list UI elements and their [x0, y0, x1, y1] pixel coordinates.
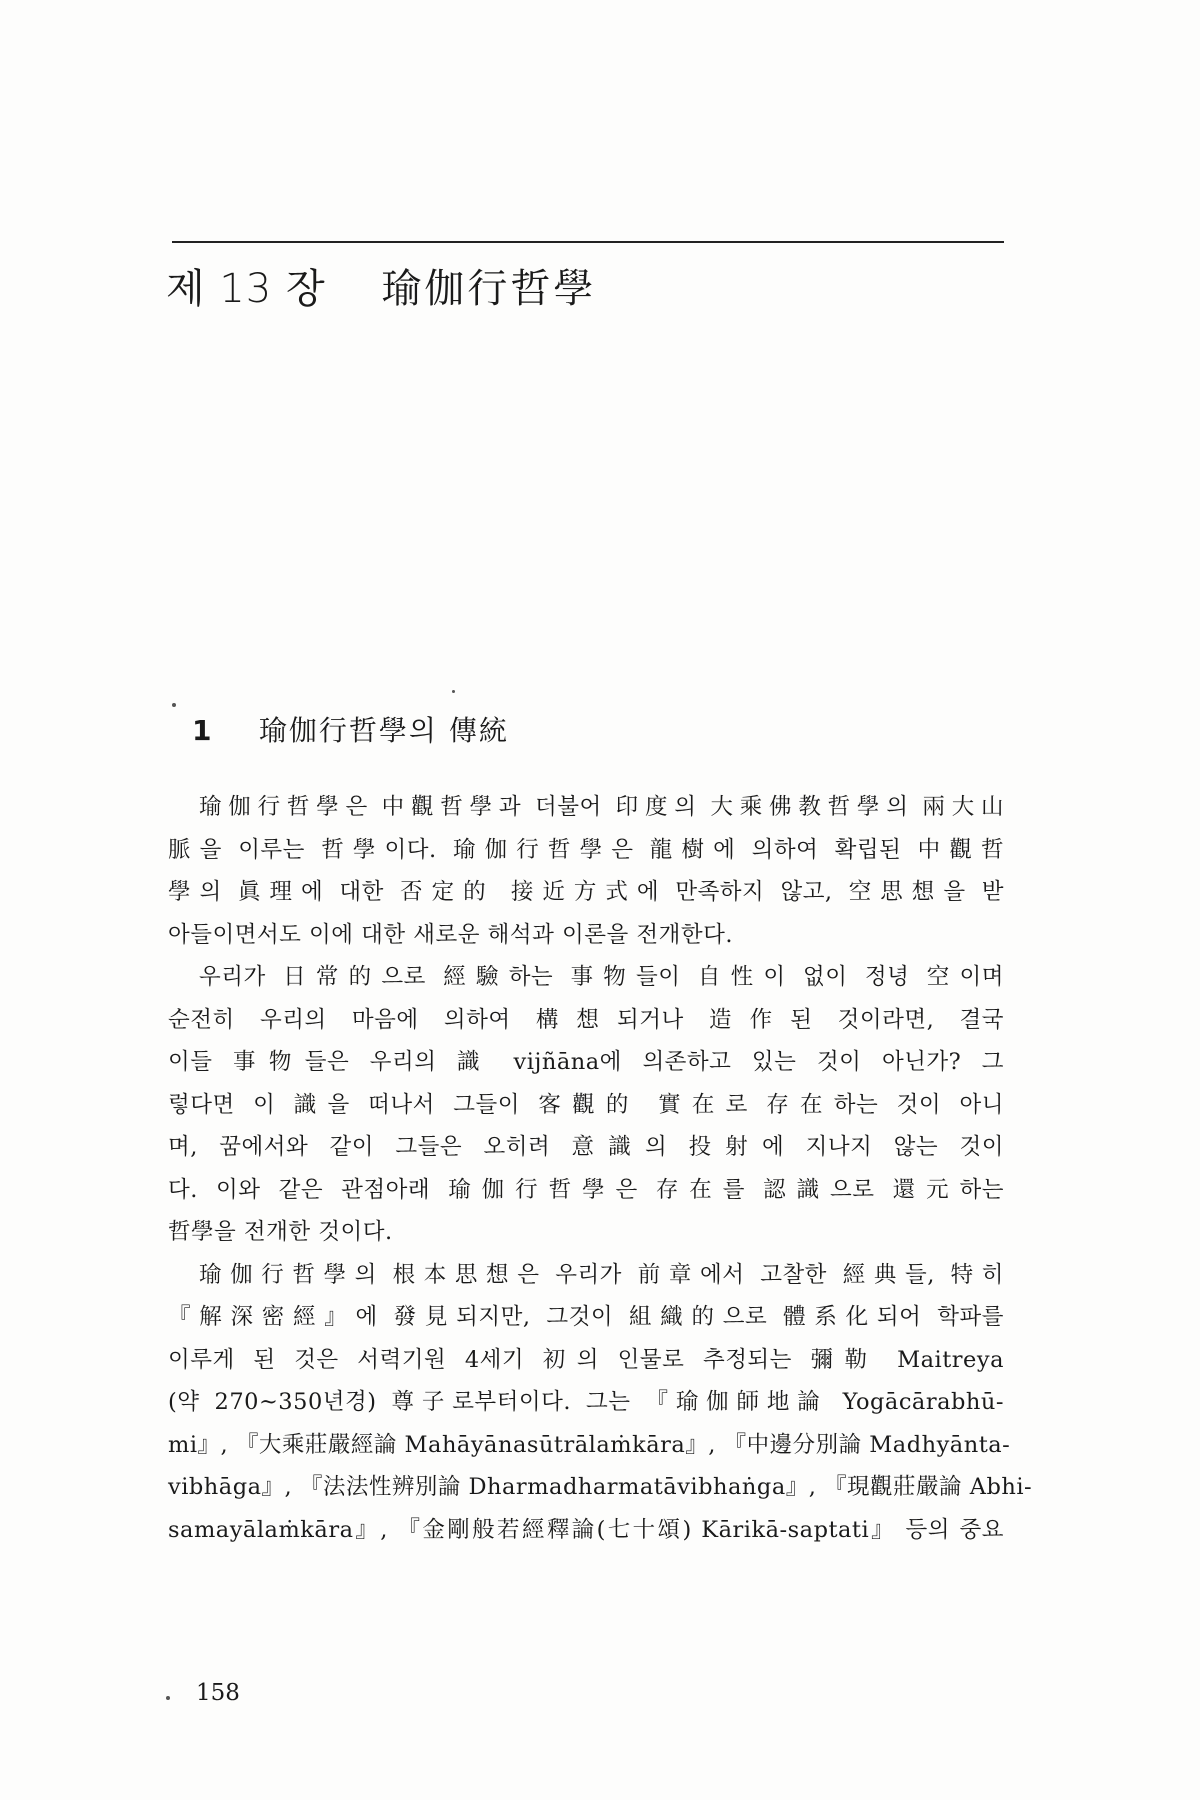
body-line: mi』, 『大乘莊嚴經論 Mahāyānasūtrālaṁkāra』, 『中邊分別論 Madhyānta- [168, 1431, 1011, 1458]
top-rule [172, 241, 1004, 243]
body-line: vibhāga』, 『法法性辨別論 Dharmadharmatāvibhaṅga』, 『現觀莊嚴論 Abhi- [168, 1474, 1033, 1500]
body-line: 瑜伽行哲學의 根本思想은 우리가 前章에서 고찰한 經典들, 特히 [199, 1261, 1004, 1288]
paper-speck [172, 703, 176, 707]
body-line: 『解深密經』에 發見되지만, 그것이 組織的으로 體系化되어 학파를 [168, 1304, 1004, 1330]
body-line: 다. 이와 같은 관점아래 瑜伽行哲學은 存在를 認識으로 還元하는 [168, 1176, 1004, 1203]
body-line: 이루게 된 것은 서력기원 4세기 初의 인물로 추정되는 彌勒 Maitreya [168, 1346, 1004, 1373]
body-text [168, 786, 1033, 1551]
body-line: 며, 꿈에서와 같이 그들은 오히려 意識의 投射에 지나지 않는 것이 [168, 1134, 1004, 1160]
body-line: 脈을 이루는 哲學이다. 瑜伽行哲學은 龍樹에 의하여 확립된 中觀哲 [168, 836, 1004, 863]
body-line: 렇다면 이 識을 떠나서 그들이 客觀的 實在로 存在하는 것이 아니 [168, 1091, 1004, 1118]
body-line: 우리가 日常的으로 經驗하는 事物들이 自性이 없이 정녕 空이며 [199, 964, 1004, 990]
section-title: 瑜伽行哲學의 傳統 [258, 714, 509, 747]
body-line: samayālaṁkāra』, 『金剛般若經釋論(七十頌) Kārikā-saptati』 등의 중요 [168, 1516, 1004, 1543]
paper-speck [452, 690, 455, 693]
page-number: 158 [196, 1680, 240, 1706]
paper-speck [166, 1696, 170, 1700]
body-line: 學의 眞理에 대한 否定的 接近方式에 만족하지 않고, 空思想을 받 [168, 879, 1004, 905]
section-heading [192, 709, 509, 749]
body-line: 아들이면서도 이에 대한 새로운 해석과 이론을 전개한다. [168, 921, 733, 948]
chapter-label: 제 13 장 [166, 266, 326, 312]
chapter-title: 瑜伽行哲學 [381, 266, 597, 312]
body-line: 순전히 우리의 마음에 의하여 構想되거나 造作된 것이라면, 결국 [168, 1006, 1004, 1033]
body-line: 哲學을 전개한 것이다. [168, 1219, 393, 1245]
body-line: 이들 事物들은 우리의 識 vijñāna에 의존하고 있는 것이 아닌가? 그 [168, 1049, 1004, 1075]
chapter-heading [166, 257, 596, 314]
section-number: 1 [192, 714, 212, 747]
body-line: (약 270~350년경) 尊子로부터이다. 그는 『瑜伽師地論 Yogācārabhū- [168, 1389, 1004, 1415]
body-line: 瑜伽行哲學은 中觀哲學과 더불어 印度의 大乘佛教哲學의 兩大山 [199, 794, 1004, 820]
